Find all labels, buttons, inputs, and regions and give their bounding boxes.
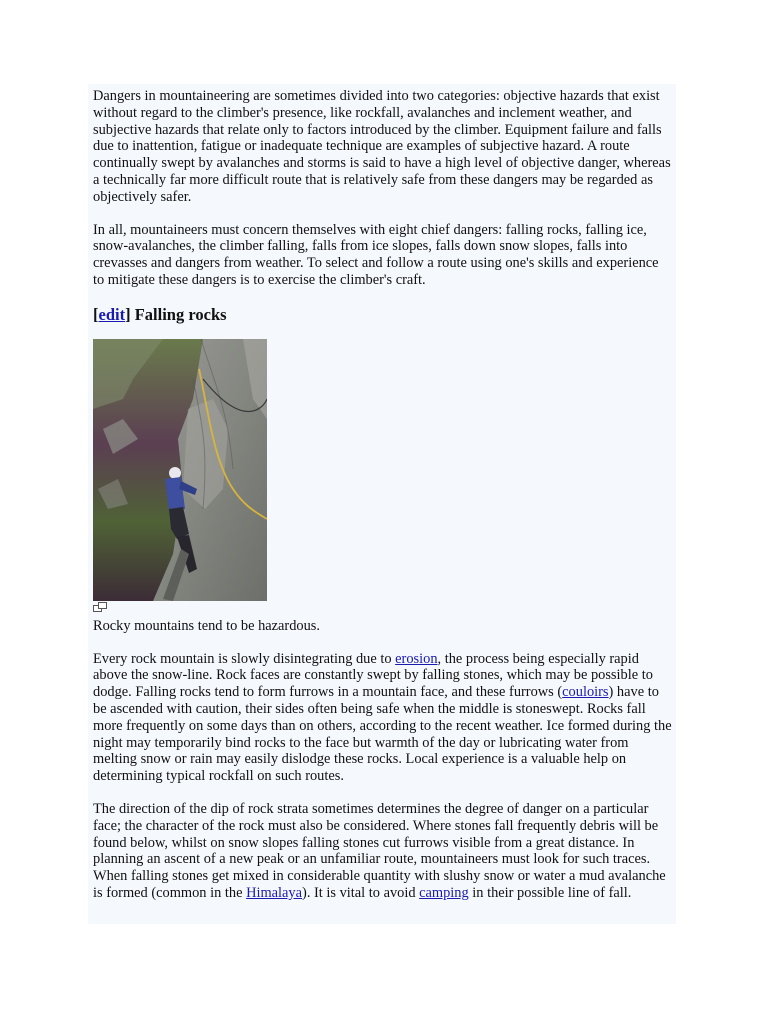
text-run: ) have to be ascended with caution, their sides often being safe when the middle is stoneswept. Rocks fall more frequently on some days than on others, according to the recent weather. Ice formed during the night may temporarily bind rocks to the face but warmth of the day or lubricating water from melting snow or rain may easily dislodge these rocks. Local experience is a valuable help on determining typical rockfall on such routes.: [93, 684, 672, 785]
magnify-icon[interactable]: [93, 602, 107, 612]
body-paragraph-3: [93, 651, 672, 785]
text-run: Every rock mountain is slowly disintegrating due to: [93, 650, 396, 667]
edit-bracket-close: ]: [125, 304, 131, 324]
edit-bracket-open: [: [93, 304, 99, 324]
climber-photo[interactable]: [93, 339, 267, 601]
body-paragraph-4: [93, 801, 672, 902]
text-run: ). It is vital to avoid: [302, 884, 420, 901]
couloirs-link[interactable]: couloirs: [562, 684, 609, 701]
edit-link[interactable]: edit: [98, 304, 126, 324]
himalaya-link[interactable]: Himalaya: [246, 884, 303, 901]
erosion-link[interactable]: erosion: [395, 650, 438, 667]
camping-link[interactable]: camping: [419, 884, 469, 901]
intro-paragraph-2: In all, mountaineers must concern themselves with eight chief dangers: falling rocks, falling ice, snow-avalanches, the climber falling, falls from ice slopes, falls down snow slopes, falls into crevasses and dangers from weather. To select and follow a route using one's skills and experience to mitigate these dangers is to exercise the climber's craft.: [93, 221, 659, 288]
article-content: [88, 84, 676, 924]
text-run: The direction of the dip of rock strata sometimes determines the degree of danger on a particular face; the character of the rock must also be considered. Where stones fall frequently debris will be found below, whilst on snow slopes falling stones cut furrows visible from a great distance. In planning an ascent of a new peak or an unfamiliar route, mountaineers must look for such traces. When falling stones get mixed in considerable quantity with slushy snow or water a mud avalanche is formed (common in the: [93, 800, 666, 901]
text-run: , the process being especially rapid above the snow-line. Rock faces are constantly swept by falling stones, which may be possible to dodge. Falling rocks tend to form furrows in a mountain face, and these furrows (: [93, 650, 653, 701]
text-run: in their possible line of fall.: [468, 884, 632, 901]
section-title: Falling rocks: [130, 304, 227, 324]
figure-caption: Rocky mountains tend to be hazardous.: [93, 617, 321, 634]
figure: [93, 339, 672, 612]
intro-paragraph-1: Dangers in mountaineering are sometimes divided into two categories: objective hazards that exist without regard to the climber's presence, like rockfall, avalanches and inclement weather, and subjective hazards that relate only to factors introduced by the climber. Equipment failure and falls due to inattention, fatigue or inadequate technique are examples of subjective hazard. A route continually swept by avalanches and storms is said to have a high level of objective danger, whereas a technically far more difficult route that is relatively safe from these dangers may be regarded as objectively safer.: [93, 88, 671, 205]
section-heading-falling-rocks: [93, 305, 672, 325]
